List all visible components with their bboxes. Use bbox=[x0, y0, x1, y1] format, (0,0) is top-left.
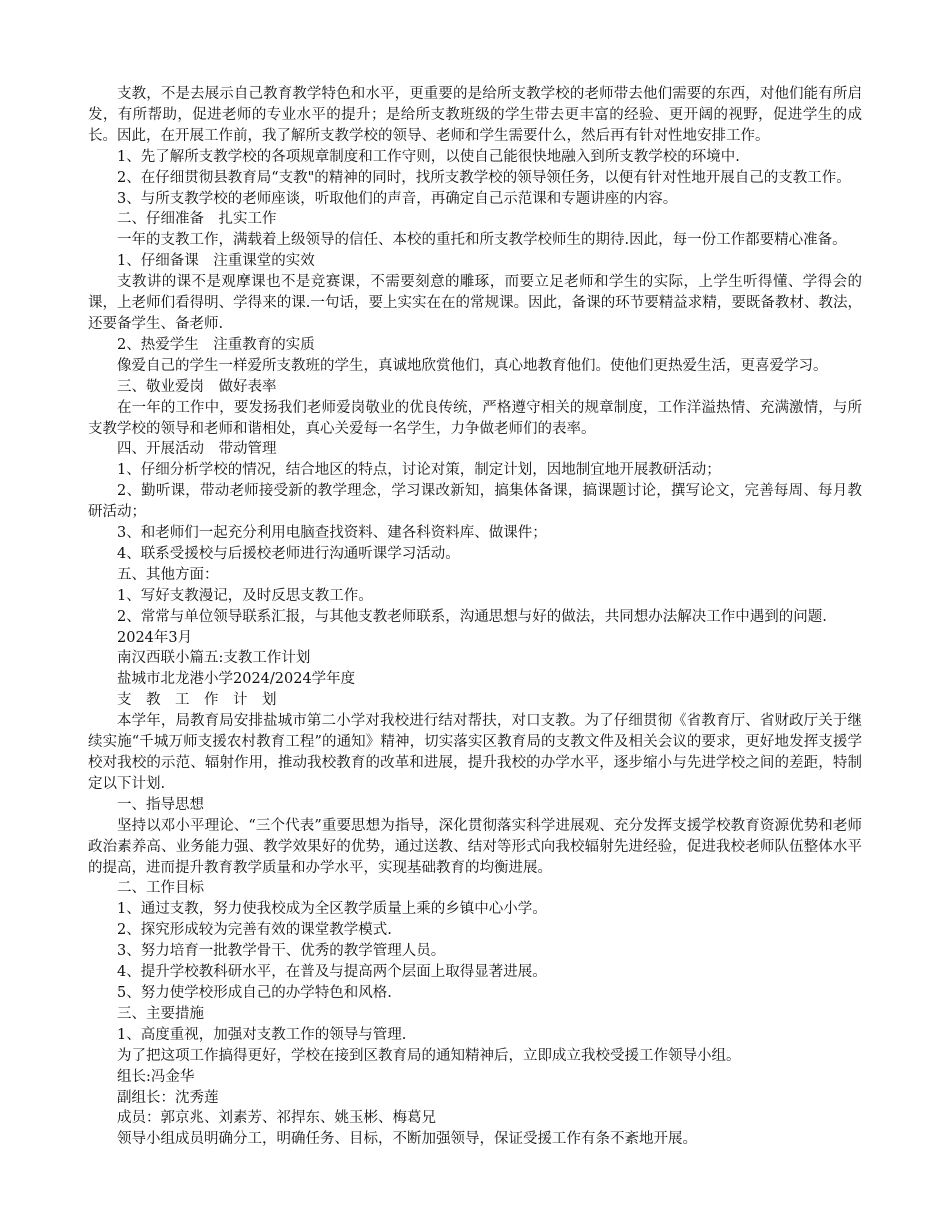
paragraph: 1、仔细分析学校的情况，结合地区的特点，讨论对策，制定计划，因地制宜地开展教研活动； bbox=[117, 462, 721, 479]
paragraph: 3、努力培育一批教学骨干、优秀的教学管理人员。 bbox=[117, 943, 446, 960]
paragraph: 支教讲的课不是观摩课也不是竞赛课，不需要刻意的雕琢，而要立足老师和学生的实际，上学生听得懂、学得会的课，上老师们看得明、学得来的课.一句话，要上实实在在的常规课。因此，备课的环节要精益求精，要既备教材、教法，还要备学生、备老师. bbox=[88, 274, 862, 332]
paragraph: 像爱自己的学生一样爱所支教班的学生，真诚地欣赏他们，真心地教育他们。使他们更热爱生活，更喜爱学习。 bbox=[117, 357, 828, 374]
paragraph: 支教，不是去展示自己教育教学特色和水平，更重要的是给所支教学校的老师带去他们需要的东西，对他们能有所启发，有所帮助，促进老师的专业水平的提升；是给所支教班级的学生带去更丰富的经验、更开阔的视野，促进学生的成长。因此，在开展工作前，我了解所支教学校的领导、老师和学生需要什么，然后再有针对性地安排工作。 bbox=[88, 86, 862, 144]
paragraph: 3、和老师们一起充分利用电脑查找资料、建各科资料库、做课件； bbox=[117, 525, 547, 542]
paragraph: 3、与所支教学校的老师座谈，听取他们的声音，再确定自己示范课和专题讲座的内容。 bbox=[117, 190, 678, 207]
paragraph: 2、常常与单位领导联系汇报，与其他支教老师联系，沟通思想与好的做法，共同想办法解决工作中遇到的问题. bbox=[117, 608, 827, 625]
paragraph: 为了把这项工作搞得更好，学校在接到区教育局的通知精神后，立即成立我校受援工作领导小组。 bbox=[117, 1047, 741, 1064]
paragraph: 坚持以邓小平理论、“三个代表”重要思想为指导，深化贯彻落实科学进展观、充分发挥支援学校教育资源优势和老师政治素养高、业务能力强、教学效果好的优势，通过送教、结对等形式向我校辐射先进经验，促进我校老师队伍整体水平的提高，进而提升教育教学质量和办学水平，实现基础教育的均衡进展。 bbox=[88, 817, 862, 876]
section-heading: 三、敬业爱岗 做好表率 bbox=[117, 378, 277, 395]
paragraph: 4、提升学校教科研水平，在普及与提高两个层面上取得显著进展。 bbox=[117, 964, 547, 981]
paragraph: 副组长：沈秀莲 bbox=[117, 1089, 219, 1106]
section-heading: 二、仔细准备 扎实工作 bbox=[117, 211, 277, 228]
section-heading: 一、指导思想 bbox=[117, 796, 204, 813]
paragraph: 本学年，局教育局安排盐城市第二小学对我校进行结对帮扶，对口支教。为了仔细贯彻《省教育厅、省财政厅关于继续实施“千城万师支援农村教育工程”的通知》精神，切实落实区教育局的支教文件及相关会议的要求，更好地发挥支援学校对我校的示范、辐射作用，推动我校教育的改革和进展，提升我校的办学水平，逐步缩小与先进学校之间的差距，特制定以下计划. bbox=[88, 713, 862, 792]
paragraph: 1、写好支教漫记，及时反思支教工作。 bbox=[117, 587, 373, 604]
section-heading: 四、开展活动 带动管理 bbox=[117, 441, 277, 458]
paragraph: 5、努力使学校形成自己的办学特色和风格. bbox=[117, 984, 392, 1001]
paragraph: 领导小组成员明确分工，明确任务、目标，不断加强领导，保证受援工作有条不紊地开展。 bbox=[117, 1131, 697, 1148]
paragraph: 1、通过支教，努力使我校成为全区教学质量上乘的乡镇中心小学。 bbox=[117, 901, 547, 918]
section-heading: 二、工作目标 bbox=[117, 880, 204, 897]
section-heading: 五、其他方面： bbox=[117, 566, 219, 583]
paragraph: 在一年的工作中，要发扬我们老师爱岗敬业的优良传统，严格遵守相关的规章制度，工作洋溢热情、充满激情，与所支教学校的领导和老师和谐相处，真心关爱每一名学生，力争做老师们的表率。 bbox=[88, 399, 862, 437]
article-title: 南汉西联小篇五:支教工作计划 bbox=[117, 650, 311, 667]
paragraph: 1、高度重视，加强对支教工作的领导与管理. bbox=[117, 1026, 407, 1043]
paragraph: 2、勤听课，带动老师接受新的教学理念，学习课改新知，搞集体备课，搞课题讨论，撰写论文，完善每周、每月教研活动； bbox=[88, 483, 862, 521]
paragraph: 1、先了解所支教学校的各项规章制度和工作守则，以使自己能很快地融入到所支教学校的环境中. bbox=[117, 148, 740, 165]
paragraph: 组长:冯金华 bbox=[117, 1068, 195, 1085]
paragraph: 成员：郭京兆、刘素芳、祁捍东、姚玉彬、梅葛兄 bbox=[117, 1110, 436, 1127]
section-heading: 三、主要措施 bbox=[117, 1005, 204, 1022]
subsection-heading: 2、热爱学生 注重教育的实质 bbox=[117, 336, 315, 353]
paragraph: 4、联系受援校与后援校老师进行沟通听课学习活动。 bbox=[117, 545, 460, 562]
date-line: 2024年3月 bbox=[117, 629, 193, 646]
paragraph: 2、探究形成较为完善有效的课堂教学模式. bbox=[117, 922, 392, 939]
subsection-heading: 1、仔细备课 注重课堂的实效 bbox=[117, 253, 315, 270]
school-title: 盐城市北龙港小学2024/2024学年度 bbox=[117, 671, 356, 688]
paragraph: 一年的支教工作，满载着上级领导的信任、本校的重托和所支教学校师生的期待.因此，每一份工作都要精心准备。 bbox=[117, 232, 847, 249]
paragraph: 2、在仔细贯彻县教育局“支教"的精神的同时，找所支教学校的领导领任务，以便有针对性地开展自己的支教工作。 bbox=[117, 169, 851, 186]
plan-title: 支 教 工 作 计 划 bbox=[117, 692, 277, 709]
